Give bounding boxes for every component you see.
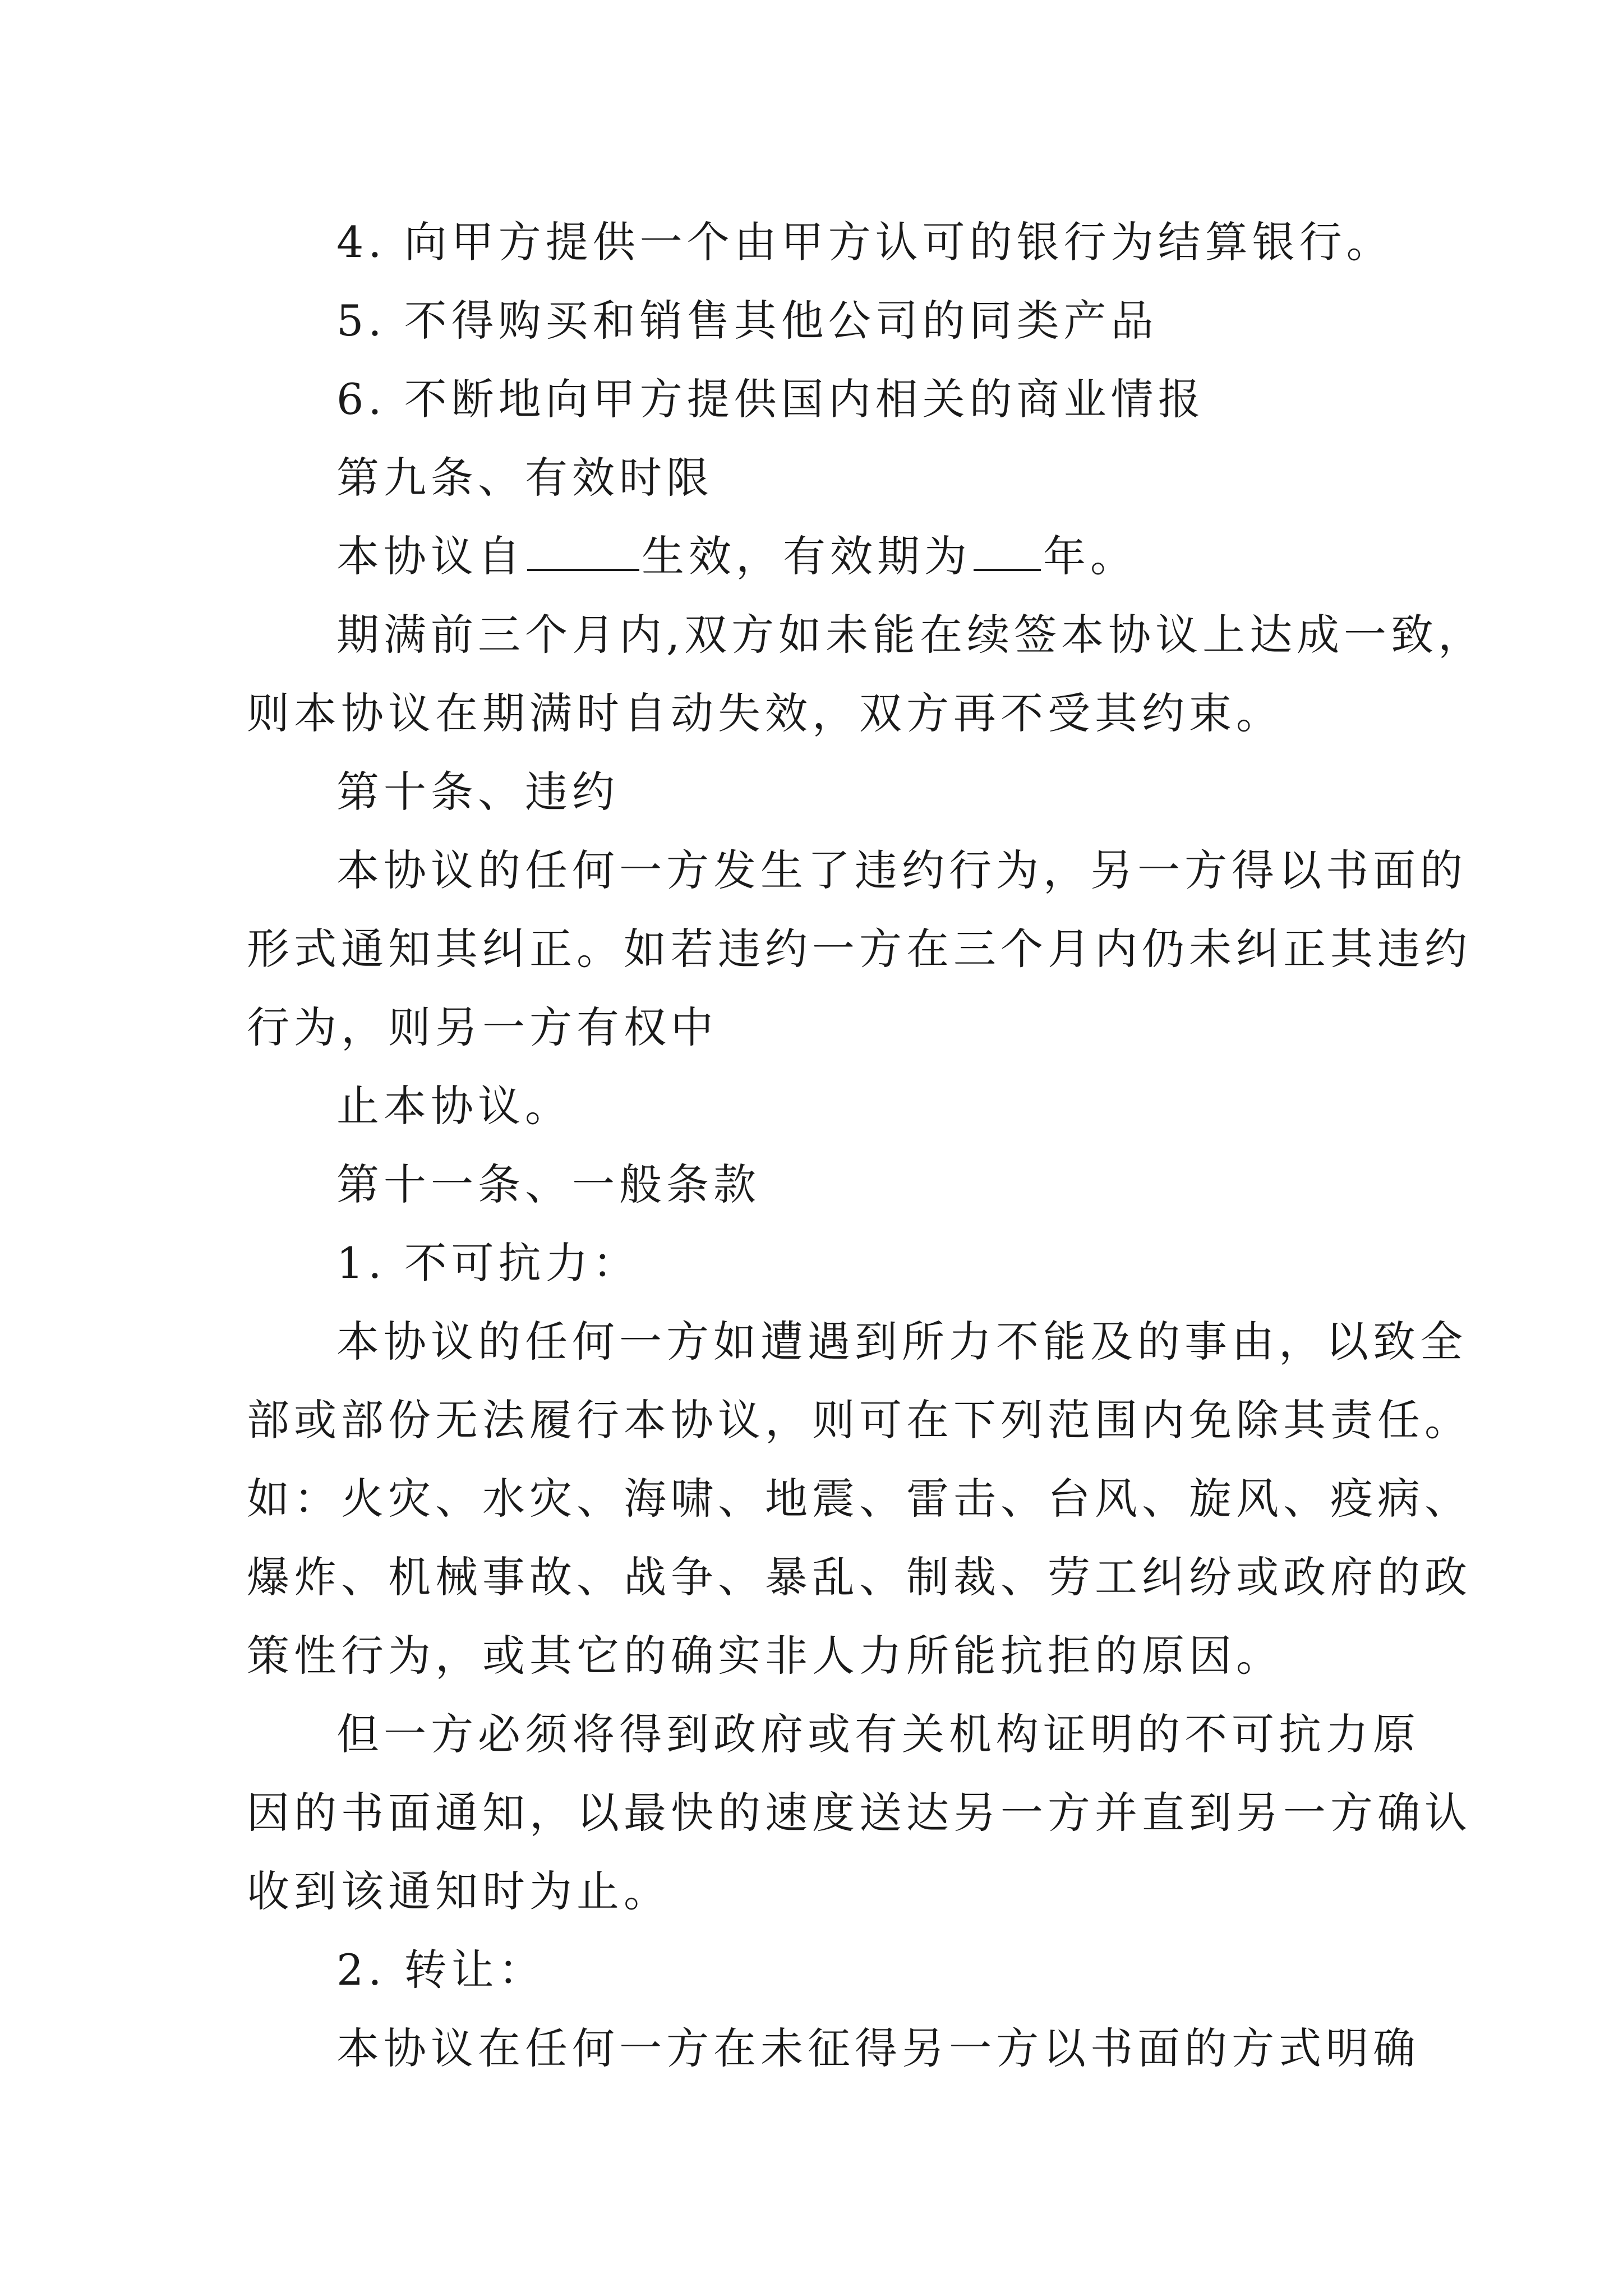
paragraph-line	[336, 610, 1486, 660]
paragraph-line-text: 本协议在任何一方在未征得另一方以书面的方式明确	[336, 2023, 1420, 2073]
clause-item-5	[336, 296, 1158, 346]
force-majeure-heading-text: 1. 不可抗力：	[336, 1238, 640, 1288]
paragraph-line	[247, 1866, 671, 1916]
paragraph-line	[336, 845, 1467, 895]
paragraph-line	[247, 924, 1472, 974]
clause-item-5-text: 5. 不得购买和销售其他公司的同类产品	[336, 296, 1158, 346]
paragraph-line	[247, 1002, 718, 1052]
clause-item-4-text: 4. 向甲方提供一个由甲方认可的银行为结算银行。	[336, 217, 1394, 267]
paragraph-line	[336, 1081, 572, 1131]
article-9-heading-text: 第九条、有效时限	[336, 453, 713, 503]
paragraph-line-text: 则本协议在期满时自动失效，双方再不受其约束。	[247, 688, 1283, 738]
paragraph-line-text: 期满前三个月内,双方如未能在续签本协议上达成一致，	[336, 610, 1486, 660]
paragraph-line	[247, 1474, 1472, 1524]
validity-line-part2: 生效，有效期为	[642, 531, 971, 581]
paragraph-line-text: 爆炸、机械事故、战争、暴乱、制裁、劳工纠纷或政府的政	[247, 1552, 1472, 1602]
effective-date-blank	[527, 535, 639, 571]
paragraph-line	[247, 1631, 1283, 1681]
paragraph-line-text: 收到该通知时为止。	[247, 1866, 671, 1916]
clause-item-4	[336, 217, 1394, 267]
paragraph-line-text: 形式通知其纠正。如若违约一方在三个月内仍未纠正其违约	[247, 924, 1472, 974]
paragraph-line-text: 如：火灾、水灾、海啸、地震、雷击、台风、旋风、疫病、	[247, 1474, 1472, 1524]
paragraph-line-text: 止本协议。	[336, 1081, 572, 1131]
paragraph-line	[247, 688, 1283, 738]
paragraph-line-text: 部或部份无法履行本协议，则可在下列范围内免除其责任。	[247, 1395, 1472, 1445]
article-9-heading	[336, 453, 713, 503]
validity-years-blank	[974, 535, 1041, 571]
paragraph-line	[247, 1395, 1472, 1445]
paragraph-line	[336, 1709, 1420, 1759]
paragraph-line-text: 本协议的任何一方如遭遇到所力不能及的事由，以致全	[336, 1317, 1467, 1366]
force-majeure-heading	[336, 1238, 640, 1288]
paragraph-line-text: 因的书面通知，以最快的速度送达另一方并直到另一方确认	[247, 1788, 1472, 1838]
clause-item-6	[336, 374, 1205, 424]
validity-line-part3: 年。	[1043, 531, 1137, 581]
article-11-heading	[336, 1159, 760, 1209]
article-10-heading	[336, 767, 619, 817]
paragraph-line-text: 策性行为，或其它的确实非人力所能抗拒的原因。	[247, 1631, 1283, 1681]
transfer-heading-text: 2. 转让：	[336, 1945, 546, 1995]
validity-line	[336, 531, 1137, 581]
paragraph-line	[247, 1552, 1472, 1602]
paragraph-line-text: 但一方必须将得到政府或有关机构证明的不可抗力原	[336, 1709, 1420, 1759]
paragraph-line-text: 本协议的任何一方发生了违约行为，另一方得以书面的	[336, 845, 1467, 895]
validity-line-part1: 本协议自	[336, 531, 525, 581]
paragraph-line	[247, 1788, 1472, 1838]
paragraph-line-text: 行为，则另一方有权中	[247, 1002, 718, 1052]
transfer-heading	[336, 1945, 546, 1995]
article-11-heading-text: 第十一条、一般条款	[336, 1159, 760, 1209]
paragraph-line	[336, 2023, 1420, 2073]
paragraph-line	[336, 1317, 1467, 1366]
clause-item-6-text: 6. 不断地向甲方提供国内相关的商业情报	[336, 374, 1205, 424]
article-10-heading-text: 第十条、违约	[336, 767, 619, 817]
